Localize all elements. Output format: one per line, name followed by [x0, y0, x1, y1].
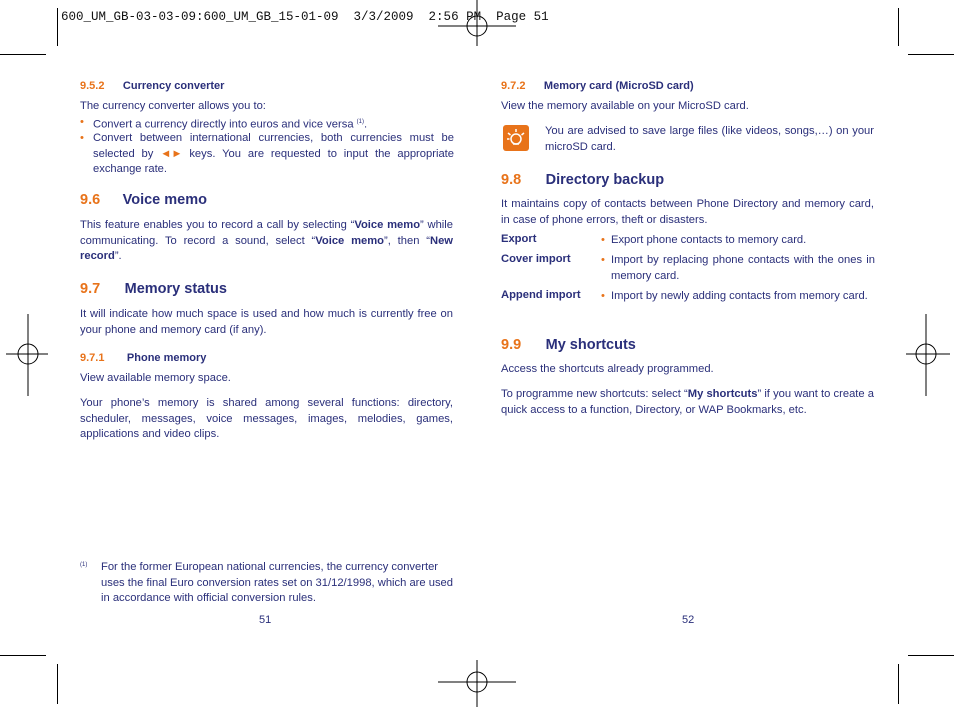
currency-bullet-1: • Convert a currency directly into euros and vice versa $^{(1)}$.	[80, 116, 368, 131]
term-cover-import: Cover import	[501, 253, 571, 265]
currency-intro: The currency converter allows you to:	[80, 100, 266, 112]
lightbulb-icon	[503, 125, 529, 151]
heading-9-8: 9.8 Directory backup	[501, 172, 665, 188]
registration-mark-top	[436, 0, 518, 48]
heading-9-9: 9.9 My shortcuts	[501, 337, 636, 353]
memory-card-text: View the memory available on your MicroSD card.	[501, 100, 749, 112]
tip-text: You are advised to save large files (like videos, songs,…) on your microSD card.	[545, 125, 874, 153]
arrow-keys-icon: ◄►	[160, 147, 183, 160]
footnote-text: For the former European national currencies, the currency converter uses the final Euro conversion rates set on 31/12/1998, which are used in accordance with official conversion rules.	[101, 561, 454, 605]
phone-memory-p2: Your phone’s memory is shared among several functions: directory, scheduler, messages, voice messages, images, melodies, games, applications and video clips.	[80, 397, 453, 441]
heading-9-7: 9.7 Memory status	[80, 281, 227, 297]
heading-9-7-2: 9.7.2 Memory card (MicroSD card)	[501, 80, 694, 92]
memory-status-text: It will indicate how much space is used and how much is currently free on your phone and memory card (if any).	[80, 308, 453, 336]
desc-append-import: • Import by newly adding contacts from memory card.	[601, 290, 868, 302]
footnote-mark: (1)	[80, 562, 88, 568]
phone-memory-p1: View available memory space.	[80, 372, 231, 384]
heading-9-6: 9.6 Voice memo	[80, 192, 207, 208]
shortcuts-p1: Access the shortcuts already programmed.	[501, 363, 714, 375]
print-header: 600_UM_GB-03-03-09:600_UM_GB_15-01-09 3/3/2009 2:56 PM Page 51	[61, 10, 549, 24]
currency-bullet-2: • Convert between international currencies, both currencies must be selected by ◄► keys. You are requested to input the appropriate exchange rate.	[80, 132, 454, 176]
page-number-right: 52	[682, 614, 695, 626]
backup-intro: It maintains copy of contacts between Phone Directory and memory card, in case of phone errors, theft or disasters.	[501, 198, 874, 226]
voice-memo-text: This feature enables you to record a call by selecting “Voice memo” while communicating. To record a sound, select “Voice memo”, then “New record”.	[80, 219, 454, 263]
desc-export: • Export phone contacts to memory card.	[601, 234, 807, 246]
term-export: Export	[501, 233, 537, 245]
registration-mark-left	[0, 314, 48, 396]
page-number-left: 51	[259, 614, 272, 626]
registration-mark-right	[906, 314, 954, 396]
registration-mark-bottom	[436, 660, 518, 707]
desc-cover-import: • Import by replacing phone contacts with the ones in memory card.	[601, 254, 875, 282]
heading-9-5-2: 9.5.2 Currency converter	[80, 80, 225, 92]
term-append-import: Append import	[501, 289, 581, 301]
shortcuts-p2: To programme new shortcuts: select “My shortcuts” if you want to create a quick access to a function, Directory, or WAP Bookmarks, etc.	[501, 388, 874, 416]
heading-9-7-1: 9.7.1 Phone memory	[80, 352, 207, 364]
